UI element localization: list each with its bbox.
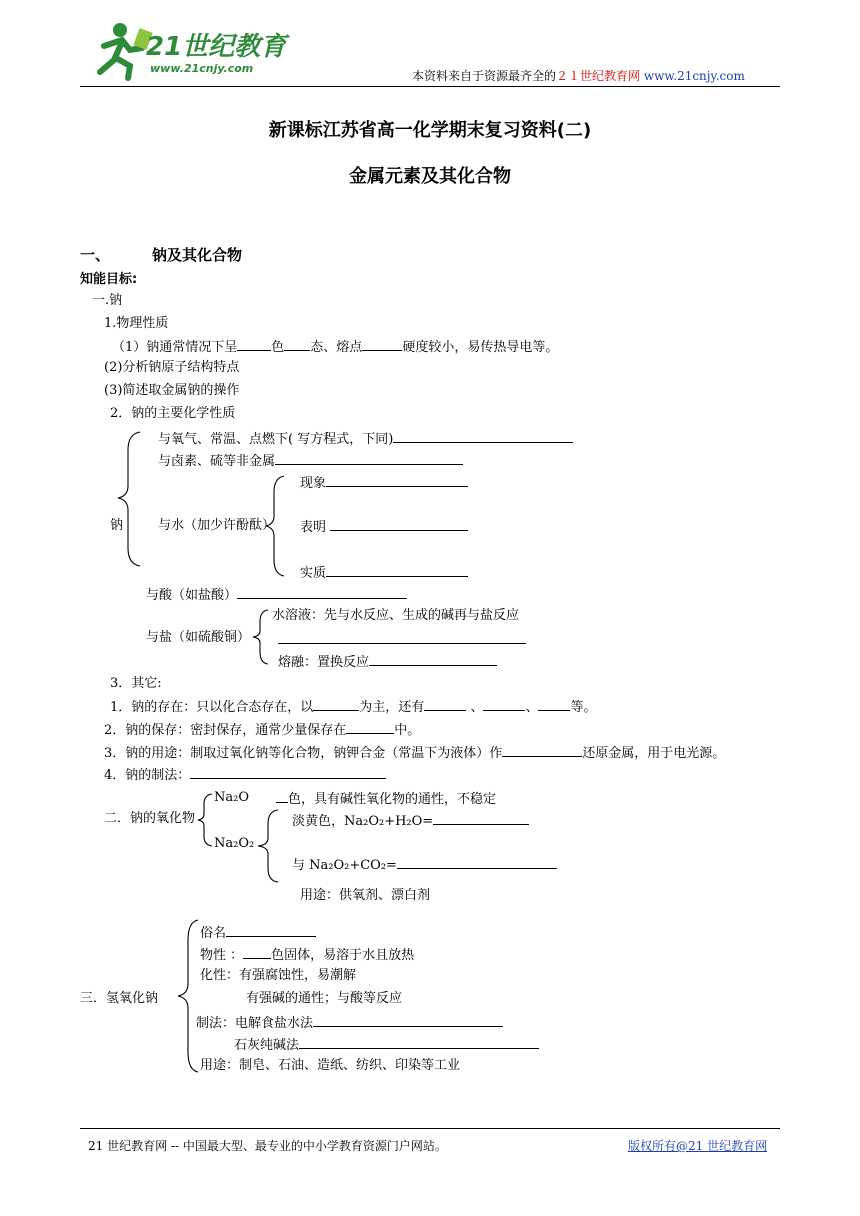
page-subtitle: 金属元素及其化合物 [349, 166, 511, 187]
na2o2-color-line: 淡黄色，Na₂O₂+H₂O= [292, 812, 529, 830]
blank [362, 338, 402, 351]
sodium-root: 钠 [110, 518, 124, 533]
header-rule [80, 86, 780, 87]
header-notice-url[interactable]: www.21cnjy.com [643, 69, 745, 83]
salt-line: 与盐（如硫酸铜） [146, 630, 251, 645]
footer-copyright-link[interactable]: 版权所有@21 世纪教育网 [628, 1139, 768, 1153]
phys-line-3: (3)简述取金属钠的操作 [104, 383, 240, 398]
other-title: 3．其它: [110, 676, 162, 691]
header-notice-site: ２１世纪教育网 [556, 69, 641, 83]
logo-title: 21世纪教育 [146, 32, 287, 62]
oxides-title: 二．钠的氧化物 [104, 811, 196, 826]
salt-solution: 水溶液：先与水反应、生成的碱再与盐反应 [272, 608, 520, 623]
footer-left: 21 世纪教育网 -- 中国最大型、最专业的中小学教育资源门户网站。 [88, 1139, 447, 1153]
section-number: 一、 [80, 246, 111, 264]
salt-brace [250, 608, 274, 666]
naoh-title: 三．氢氧化钠 [80, 991, 159, 1006]
blank [313, 1014, 503, 1027]
blank [276, 790, 288, 803]
blank [313, 698, 359, 711]
logo [84, 20, 287, 86]
header-notice [412, 68, 745, 84]
phys-line-1: （1）钠通常情况下呈 色 态、熔点 硬度较小，易传热导电等。 [112, 340, 559, 355]
na2o2-label: Na₂O₂ [214, 836, 255, 851]
water-essence: 实质 [300, 564, 468, 582]
exist-line: 1．钠的存在：只以化合态存在，以 为主，还有 、 、 等。 [110, 700, 597, 715]
water-phenomenon: 现象 [300, 474, 468, 492]
salt-molten: 熔融：置换反应 [278, 653, 497, 671]
blank [326, 474, 468, 487]
blank [424, 698, 466, 711]
phys-line-2: (2)分析钠原子结构特点 [104, 360, 240, 375]
oxides-brace [196, 792, 216, 848]
oxygen-line: 与氧气、常温、点燃下( 写方程式，下同) [158, 430, 573, 448]
blank [483, 698, 525, 711]
blank [369, 653, 497, 666]
chem-title: 2．钠的主要化学性质 [110, 406, 236, 421]
blank [330, 518, 468, 531]
blank [190, 766, 386, 779]
blank [538, 698, 570, 711]
naoh-chem-2: 有强碱的通性；与酸等反应 [246, 991, 403, 1006]
naoh-chem-1: 化性：有强腐蚀性，易潮解 [200, 968, 357, 983]
na2o2-use: 用途：供氧剂、漂白剂 [300, 888, 431, 903]
sodium-subheading: 一.钠 [92, 293, 123, 308]
blank [275, 452, 463, 465]
blank [502, 744, 582, 757]
halogen-line: 与卤素、硫等非金属 [158, 452, 463, 470]
page-title: 新课标江苏省高一化学期末复习资料(二) [268, 120, 592, 141]
na2o-label: Na₂O [214, 790, 249, 805]
footer-rule [80, 1128, 780, 1129]
acid-line: 与酸（如盐酸） [146, 586, 407, 604]
salt-solution-blank [278, 643, 526, 644]
prep-line: 4．钠的制法： [104, 766, 386, 784]
blank [433, 812, 529, 825]
goal-label: 知能目标: [80, 272, 138, 287]
na2o2-co2-line: 与 Na₂O₂+CO₂= [292, 856, 557, 874]
blank [237, 586, 407, 599]
naoh-common: 俗名 [200, 924, 316, 942]
blank [237, 338, 271, 351]
blank [397, 856, 557, 869]
blank [226, 924, 316, 937]
naoh-prep-2: 石灰纯碱法 [234, 1036, 539, 1054]
storage-line: 2．钠的保存：密封保存，通常少量保存在 中。 [104, 723, 421, 738]
blank [326, 564, 468, 577]
na2o2-brace [254, 808, 284, 884]
water-indicates: 表明 [300, 518, 468, 536]
logo-url: www.21cnjy.com [150, 62, 254, 75]
header-notice-prefix: 本资料来自于资源最齐全的 [412, 69, 557, 83]
section-heading: 钠及其化合物 [152, 246, 243, 264]
blank [299, 1036, 539, 1049]
blank [346, 721, 394, 734]
phys-title: 1.物理性质 [104, 316, 169, 331]
use-line: 3．钠的用途：制取过氧化钠等化合物，钠钾合金（常温下为液体）作 还原金属，用于电光源。 [104, 746, 726, 761]
sodium-brace [114, 430, 154, 570]
naoh-prep-1: 制法：电解食盐水法 [196, 1014, 503, 1032]
runner-logo-icon [84, 20, 154, 82]
water-brace [262, 474, 292, 578]
naoh-use: 用途：制皂、石油、造纸、纺织、印染等工业 [200, 1058, 461, 1073]
blank [393, 430, 573, 443]
na2o-desc: 色，具有碱性氧化物的通性，不稳定 [276, 790, 496, 808]
blank [243, 946, 271, 959]
blank [284, 338, 310, 351]
naoh-phys: 物性 ： 色固体，易溶于水且放热 [200, 948, 415, 963]
water-line: 与水（加少许酚酞） [158, 518, 276, 533]
